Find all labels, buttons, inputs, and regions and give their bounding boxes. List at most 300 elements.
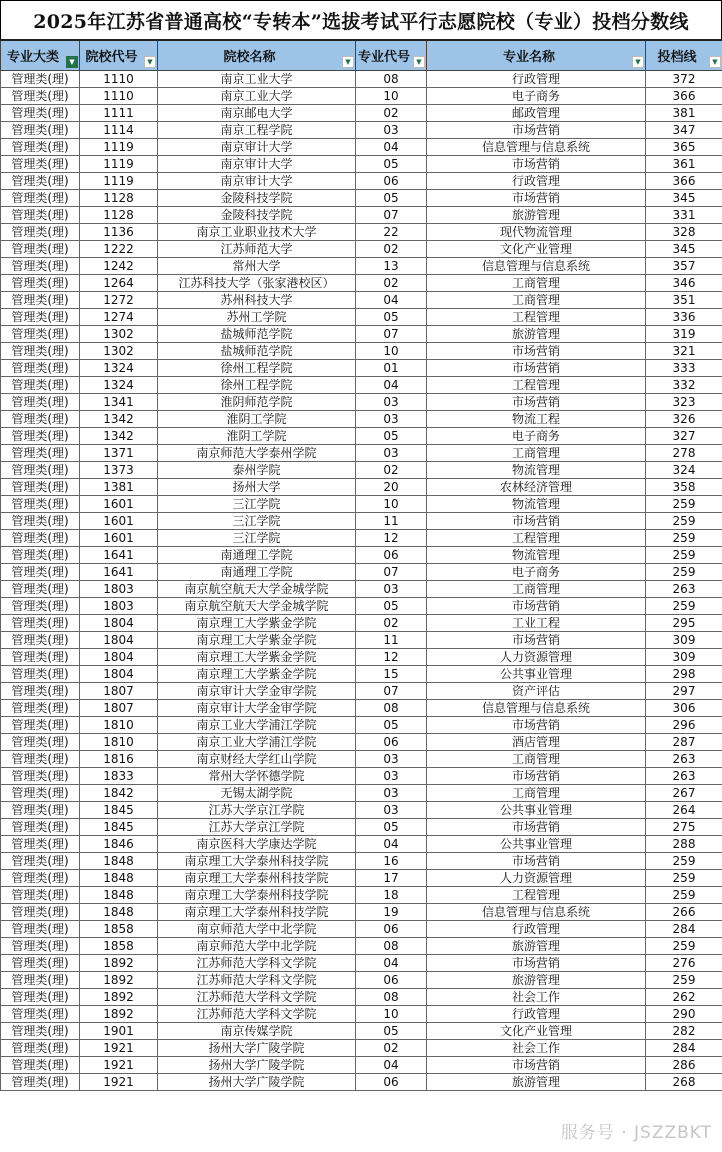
cell-score[interactable]: 346 xyxy=(646,274,722,291)
cell-school-code[interactable]: 1342 xyxy=(80,427,158,444)
cell-major-name[interactable]: 信息管理与信息系统 xyxy=(427,699,646,716)
cell-major-code[interactable]: 06 xyxy=(356,971,427,988)
cell-school-name[interactable]: 南京工业大学 xyxy=(158,87,356,104)
cell-major-code[interactable]: 04 xyxy=(356,376,427,393)
cell-score[interactable]: 347 xyxy=(646,121,722,138)
cell-score[interactable]: 372 xyxy=(646,70,722,87)
cell-category[interactable]: 管理类(理) xyxy=(1,971,80,988)
cell-major-name[interactable]: 工商管理 xyxy=(427,784,646,801)
filter-dropdown-icon[interactable]: ▼ xyxy=(413,56,425,68)
cell-major-code[interactable]: 04 xyxy=(356,835,427,852)
cell-category[interactable]: 管理类(理) xyxy=(1,70,80,87)
cell-score[interactable]: 259 xyxy=(646,512,722,529)
cell-major-name[interactable]: 市场营销 xyxy=(427,121,646,138)
cell-score[interactable]: 321 xyxy=(646,342,722,359)
cell-school-code[interactable]: 1816 xyxy=(80,750,158,767)
cell-school-code[interactable]: 1128 xyxy=(80,189,158,206)
cell-category[interactable]: 管理类(理) xyxy=(1,546,80,563)
cell-school-name[interactable]: 三江学院 xyxy=(158,495,356,512)
cell-category[interactable]: 管理类(理) xyxy=(1,682,80,699)
cell-school-name[interactable]: 徐州工程学院 xyxy=(158,376,356,393)
cell-school-code[interactable]: 1119 xyxy=(80,138,158,155)
cell-major-code[interactable]: 03 xyxy=(356,393,427,410)
cell-score[interactable]: 295 xyxy=(646,614,722,631)
cell-school-name[interactable]: 南京医科大学康达学院 xyxy=(158,835,356,852)
cell-school-name[interactable]: 江苏师范大学科文学院 xyxy=(158,954,356,971)
cell-school-code[interactable]: 1901 xyxy=(80,1022,158,1039)
cell-major-code[interactable]: 06 xyxy=(356,546,427,563)
cell-category[interactable]: 管理类(理) xyxy=(1,308,80,325)
cell-major-code[interactable]: 03 xyxy=(356,410,427,427)
cell-category[interactable]: 管理类(理) xyxy=(1,801,80,818)
cell-school-name[interactable]: 南京工业大学浦江学院 xyxy=(158,733,356,750)
cell-category[interactable]: 管理类(理) xyxy=(1,716,80,733)
cell-school-code[interactable]: 1128 xyxy=(80,206,158,223)
cell-score[interactable]: 278 xyxy=(646,444,722,461)
filter-dropdown-icon[interactable]: ▼ xyxy=(144,56,156,68)
cell-category[interactable]: 管理类(理) xyxy=(1,631,80,648)
cell-school-code[interactable]: 1371 xyxy=(80,444,158,461)
cell-school-code[interactable]: 1324 xyxy=(80,376,158,393)
cell-school-name[interactable]: 南京理工大学紫金学院 xyxy=(158,665,356,682)
cell-score[interactable]: 287 xyxy=(646,733,722,750)
cell-major-code[interactable]: 12 xyxy=(356,648,427,665)
cell-major-code[interactable]: 11 xyxy=(356,631,427,648)
cell-major-name[interactable]: 市场营销 xyxy=(427,767,646,784)
cell-school-name[interactable]: 南京审计大学金审学院 xyxy=(158,699,356,716)
cell-major-code[interactable]: 05 xyxy=(356,189,427,206)
cell-school-code[interactable]: 1110 xyxy=(80,87,158,104)
cell-major-code[interactable]: 10 xyxy=(356,87,427,104)
cell-score[interactable]: 275 xyxy=(646,818,722,835)
cell-category[interactable]: 管理类(理) xyxy=(1,648,80,665)
cell-major-code[interactable]: 02 xyxy=(356,614,427,631)
cell-category[interactable]: 管理类(理) xyxy=(1,121,80,138)
cell-major-name[interactable]: 行政管理 xyxy=(427,920,646,937)
cell-school-code[interactable]: 1858 xyxy=(80,920,158,937)
cell-major-name[interactable]: 工商管理 xyxy=(427,444,646,461)
cell-category[interactable]: 管理类(理) xyxy=(1,427,80,444)
cell-major-code[interactable]: 03 xyxy=(356,444,427,461)
cell-major-code[interactable]: 05 xyxy=(356,1022,427,1039)
cell-major-code[interactable]: 03 xyxy=(356,784,427,801)
cell-category[interactable]: 管理类(理) xyxy=(1,223,80,240)
cell-score[interactable]: 263 xyxy=(646,767,722,784)
cell-major-name[interactable]: 工商管理 xyxy=(427,274,646,291)
cell-major-code[interactable]: 02 xyxy=(356,240,427,257)
cell-category[interactable]: 管理类(理) xyxy=(1,478,80,495)
cell-major-name[interactable]: 市场营销 xyxy=(427,716,646,733)
cell-school-name[interactable]: 三江学院 xyxy=(158,529,356,546)
cell-school-name[interactable]: 南京传媒学院 xyxy=(158,1022,356,1039)
cell-major-name[interactable]: 工商管理 xyxy=(427,291,646,308)
cell-score[interactable]: 332 xyxy=(646,376,722,393)
cell-school-name[interactable]: 盐城师范学院 xyxy=(158,325,356,342)
cell-score[interactable]: 263 xyxy=(646,580,722,597)
cell-school-name[interactable]: 南京师范大学中北学院 xyxy=(158,937,356,954)
cell-major-name[interactable]: 信息管理与信息系统 xyxy=(427,903,646,920)
cell-major-name[interactable]: 旅游管理 xyxy=(427,206,646,223)
cell-major-code[interactable]: 17 xyxy=(356,869,427,886)
cell-school-code[interactable]: 1892 xyxy=(80,954,158,971)
cell-school-name[interactable]: 江苏科技大学（张家港校区） xyxy=(158,274,356,291)
cell-major-code[interactable]: 12 xyxy=(356,529,427,546)
cell-score[interactable]: 276 xyxy=(646,954,722,971)
cell-score[interactable]: 259 xyxy=(646,869,722,886)
filter-dropdown-icon[interactable]: ▼ xyxy=(709,56,721,68)
cell-school-code[interactable]: 1274 xyxy=(80,308,158,325)
cell-school-name[interactable]: 南京航空航天大学金城学院 xyxy=(158,597,356,614)
cell-school-code[interactable]: 1264 xyxy=(80,274,158,291)
cell-score[interactable]: 357 xyxy=(646,257,722,274)
cell-school-code[interactable]: 1601 xyxy=(80,529,158,546)
cell-school-name[interactable]: 苏州科技大学 xyxy=(158,291,356,308)
cell-category[interactable]: 管理类(理) xyxy=(1,512,80,529)
cell-major-code[interactable]: 15 xyxy=(356,665,427,682)
cell-school-code[interactable]: 1848 xyxy=(80,869,158,886)
cell-school-name[interactable]: 南通理工学院 xyxy=(158,546,356,563)
cell-school-name[interactable]: 南京邮电大学 xyxy=(158,104,356,121)
cell-score[interactable]: 259 xyxy=(646,937,722,954)
cell-score[interactable]: 267 xyxy=(646,784,722,801)
cell-major-name[interactable]: 工程管理 xyxy=(427,886,646,903)
cell-major-name[interactable]: 物流管理 xyxy=(427,461,646,478)
cell-major-name[interactable]: 旅游管理 xyxy=(427,1073,646,1090)
cell-school-code[interactable]: 1136 xyxy=(80,223,158,240)
cell-school-code[interactable]: 1302 xyxy=(80,325,158,342)
cell-category[interactable]: 管理类(理) xyxy=(1,529,80,546)
cell-major-name[interactable]: 市场营销 xyxy=(427,818,646,835)
cell-category[interactable]: 管理类(理) xyxy=(1,954,80,971)
cell-major-name[interactable]: 酒店管理 xyxy=(427,733,646,750)
cell-major-code[interactable]: 20 xyxy=(356,478,427,495)
cell-score[interactable]: 262 xyxy=(646,988,722,1005)
filter-active-icon[interactable]: ▼ xyxy=(66,56,78,68)
cell-score[interactable]: 259 xyxy=(646,563,722,580)
cell-major-name[interactable]: 信息管理与信息系统 xyxy=(427,257,646,274)
cell-score[interactable]: 309 xyxy=(646,631,722,648)
cell-school-code[interactable]: 1641 xyxy=(80,546,158,563)
cell-category[interactable]: 管理类(理) xyxy=(1,206,80,223)
cell-score[interactable]: 263 xyxy=(646,750,722,767)
cell-score[interactable]: 290 xyxy=(646,1005,722,1022)
cell-category[interactable]: 管理类(理) xyxy=(1,359,80,376)
cell-major-code[interactable]: 04 xyxy=(356,291,427,308)
cell-major-name[interactable]: 市场营销 xyxy=(427,631,646,648)
cell-category[interactable]: 管理类(理) xyxy=(1,665,80,682)
cell-school-code[interactable]: 1342 xyxy=(80,410,158,427)
cell-score[interactable]: 366 xyxy=(646,87,722,104)
cell-category[interactable]: 管理类(理) xyxy=(1,869,80,886)
cell-school-code[interactable]: 1341 xyxy=(80,393,158,410)
cell-school-name[interactable]: 南京理工大学紫金学院 xyxy=(158,631,356,648)
cell-category[interactable]: 管理类(理) xyxy=(1,733,80,750)
cell-school-name[interactable]: 扬州大学 xyxy=(158,478,356,495)
cell-major-name[interactable]: 文化产业管理 xyxy=(427,1022,646,1039)
cell-major-name[interactable]: 市场营销 xyxy=(427,359,646,376)
cell-major-code[interactable]: 07 xyxy=(356,325,427,342)
cell-score[interactable]: 365 xyxy=(646,138,722,155)
cell-major-code[interactable]: 05 xyxy=(356,818,427,835)
cell-score[interactable]: 282 xyxy=(646,1022,722,1039)
cell-score[interactable]: 259 xyxy=(646,971,722,988)
cell-category[interactable]: 管理类(理) xyxy=(1,699,80,716)
cell-school-name[interactable]: 盐城师范学院 xyxy=(158,342,356,359)
cell-major-name[interactable]: 资产评估 xyxy=(427,682,646,699)
cell-score[interactable]: 351 xyxy=(646,291,722,308)
cell-school-name[interactable]: 扬州大学广陵学院 xyxy=(158,1073,356,1090)
cell-category[interactable]: 管理类(理) xyxy=(1,767,80,784)
cell-school-name[interactable]: 南京工业大学浦江学院 xyxy=(158,716,356,733)
cell-school-code[interactable]: 1381 xyxy=(80,478,158,495)
cell-category[interactable]: 管理类(理) xyxy=(1,988,80,1005)
cell-major-code[interactable]: 07 xyxy=(356,563,427,580)
cell-category[interactable]: 管理类(理) xyxy=(1,87,80,104)
cell-school-name[interactable]: 江苏师范大学科文学院 xyxy=(158,988,356,1005)
cell-school-code[interactable]: 1641 xyxy=(80,563,158,580)
cell-school-name[interactable]: 淮阴工学院 xyxy=(158,427,356,444)
cell-major-code[interactable]: 11 xyxy=(356,512,427,529)
cell-major-code[interactable]: 04 xyxy=(356,1056,427,1073)
cell-major-name[interactable]: 社会工作 xyxy=(427,988,646,1005)
cell-major-code[interactable]: 02 xyxy=(356,1039,427,1056)
cell-school-name[interactable]: 南通理工学院 xyxy=(158,563,356,580)
cell-major-code[interactable]: 10 xyxy=(356,342,427,359)
cell-school-code[interactable]: 1242 xyxy=(80,257,158,274)
cell-category[interactable]: 管理类(理) xyxy=(1,852,80,869)
cell-major-code[interactable]: 05 xyxy=(356,155,427,172)
cell-score[interactable]: 259 xyxy=(646,852,722,869)
cell-major-name[interactable]: 电子商务 xyxy=(427,427,646,444)
cell-major-code[interactable]: 05 xyxy=(356,308,427,325)
cell-score[interactable]: 345 xyxy=(646,240,722,257)
cell-score[interactable]: 358 xyxy=(646,478,722,495)
cell-school-name[interactable]: 江苏师范大学 xyxy=(158,240,356,257)
cell-major-code[interactable]: 06 xyxy=(356,920,427,937)
cell-score[interactable]: 259 xyxy=(646,529,722,546)
cell-school-name[interactable]: 南京审计大学 xyxy=(158,155,356,172)
cell-school-code[interactable]: 1892 xyxy=(80,971,158,988)
cell-major-name[interactable]: 信息管理与信息系统 xyxy=(427,138,646,155)
cell-school-code[interactable]: 1892 xyxy=(80,1005,158,1022)
cell-school-name[interactable]: 南京工业职业技术大学 xyxy=(158,223,356,240)
cell-major-code[interactable]: 01 xyxy=(356,359,427,376)
cell-major-code[interactable]: 02 xyxy=(356,461,427,478)
cell-school-code[interactable]: 1921 xyxy=(80,1056,158,1073)
cell-school-code[interactable]: 1810 xyxy=(80,733,158,750)
cell-major-code[interactable]: 03 xyxy=(356,750,427,767)
cell-major-name[interactable]: 行政管理 xyxy=(427,70,646,87)
cell-major-name[interactable]: 市场营销 xyxy=(427,512,646,529)
cell-category[interactable]: 管理类(理) xyxy=(1,920,80,937)
cell-school-name[interactable]: 扬州大学广陵学院 xyxy=(158,1056,356,1073)
cell-school-code[interactable]: 1119 xyxy=(80,155,158,172)
cell-score[interactable]: 259 xyxy=(646,546,722,563)
cell-category[interactable]: 管理类(理) xyxy=(1,274,80,291)
cell-school-code[interactable]: 1892 xyxy=(80,988,158,1005)
cell-category[interactable]: 管理类(理) xyxy=(1,291,80,308)
cell-major-name[interactable]: 市场营销 xyxy=(427,189,646,206)
cell-score[interactable]: 259 xyxy=(646,886,722,903)
cell-major-name[interactable]: 市场营销 xyxy=(427,954,646,971)
cell-school-name[interactable]: 江苏师范大学科文学院 xyxy=(158,1005,356,1022)
cell-major-code[interactable]: 05 xyxy=(356,716,427,733)
cell-major-code[interactable]: 13 xyxy=(356,257,427,274)
cell-major-name[interactable]: 工程管理 xyxy=(427,308,646,325)
cell-category[interactable]: 管理类(理) xyxy=(1,376,80,393)
cell-school-name[interactable]: 金陵科技学院 xyxy=(158,206,356,223)
cell-school-code[interactable]: 1110 xyxy=(80,70,158,87)
cell-category[interactable]: 管理类(理) xyxy=(1,563,80,580)
cell-major-code[interactable]: 10 xyxy=(356,1005,427,1022)
cell-score[interactable]: 331 xyxy=(646,206,722,223)
cell-major-code[interactable]: 08 xyxy=(356,699,427,716)
cell-category[interactable]: 管理类(理) xyxy=(1,257,80,274)
cell-major-code[interactable]: 02 xyxy=(356,104,427,121)
cell-major-code[interactable]: 16 xyxy=(356,852,427,869)
cell-category[interactable]: 管理类(理) xyxy=(1,937,80,954)
cell-category[interactable]: 管理类(理) xyxy=(1,580,80,597)
cell-school-code[interactable]: 1848 xyxy=(80,852,158,869)
cell-school-name[interactable]: 南京审计大学金审学院 xyxy=(158,682,356,699)
cell-major-code[interactable]: 02 xyxy=(356,274,427,291)
cell-school-name[interactable]: 南京理工大学泰州科技学院 xyxy=(158,886,356,903)
cell-category[interactable]: 管理类(理) xyxy=(1,1039,80,1056)
cell-major-name[interactable]: 电子商务 xyxy=(427,563,646,580)
cell-score[interactable]: 324 xyxy=(646,461,722,478)
cell-category[interactable]: 管理类(理) xyxy=(1,172,80,189)
cell-category[interactable]: 管理类(理) xyxy=(1,104,80,121)
cell-school-name[interactable]: 江苏师范大学科文学院 xyxy=(158,971,356,988)
cell-school-name[interactable]: 南京理工大学泰州科技学院 xyxy=(158,903,356,920)
cell-category[interactable]: 管理类(理) xyxy=(1,495,80,512)
cell-school-code[interactable]: 1272 xyxy=(80,291,158,308)
cell-category[interactable]: 管理类(理) xyxy=(1,155,80,172)
cell-school-code[interactable]: 1858 xyxy=(80,937,158,954)
cell-score[interactable]: 336 xyxy=(646,308,722,325)
cell-major-name[interactable]: 市场营销 xyxy=(427,155,646,172)
cell-score[interactable]: 328 xyxy=(646,223,722,240)
cell-school-name[interactable]: 江苏大学京江学院 xyxy=(158,818,356,835)
cell-major-code[interactable]: 10 xyxy=(356,495,427,512)
cell-major-name[interactable]: 物流管理 xyxy=(427,495,646,512)
cell-school-code[interactable]: 1803 xyxy=(80,580,158,597)
cell-category[interactable]: 管理类(理) xyxy=(1,410,80,427)
cell-school-code[interactable]: 1373 xyxy=(80,461,158,478)
cell-major-name[interactable]: 工商管理 xyxy=(427,750,646,767)
cell-score[interactable]: 259 xyxy=(646,597,722,614)
cell-score[interactable]: 327 xyxy=(646,427,722,444)
cell-major-name[interactable]: 市场营销 xyxy=(427,597,646,614)
cell-score[interactable]: 264 xyxy=(646,801,722,818)
cell-school-name[interactable]: 常州大学怀德学院 xyxy=(158,767,356,784)
cell-major-name[interactable]: 公共事业管理 xyxy=(427,835,646,852)
cell-major-name[interactable]: 工业工程 xyxy=(427,614,646,631)
cell-school-name[interactable]: 南京工程学院 xyxy=(158,121,356,138)
cell-major-name[interactable]: 农林经济管理 xyxy=(427,478,646,495)
cell-score[interactable]: 319 xyxy=(646,325,722,342)
cell-school-name[interactable]: 泰州学院 xyxy=(158,461,356,478)
cell-score[interactable]: 326 xyxy=(646,410,722,427)
cell-score[interactable]: 366 xyxy=(646,172,722,189)
cell-school-name[interactable]: 苏州工学院 xyxy=(158,308,356,325)
cell-major-name[interactable]: 工程管理 xyxy=(427,529,646,546)
cell-school-name[interactable]: 淮阴工学院 xyxy=(158,410,356,427)
cell-major-name[interactable]: 旅游管理 xyxy=(427,971,646,988)
cell-school-name[interactable]: 南京师范大学中北学院 xyxy=(158,920,356,937)
cell-score[interactable]: 259 xyxy=(646,495,722,512)
cell-category[interactable]: 管理类(理) xyxy=(1,393,80,410)
cell-school-code[interactable]: 1842 xyxy=(80,784,158,801)
cell-school-code[interactable]: 1846 xyxy=(80,835,158,852)
cell-category[interactable]: 管理类(理) xyxy=(1,903,80,920)
cell-major-code[interactable]: 18 xyxy=(356,886,427,903)
cell-major-code[interactable]: 06 xyxy=(356,1073,427,1090)
cell-major-code[interactable]: 07 xyxy=(356,682,427,699)
cell-school-name[interactable]: 南京理工大学紫金学院 xyxy=(158,614,356,631)
cell-major-code[interactable]: 04 xyxy=(356,138,427,155)
cell-major-code[interactable]: 05 xyxy=(356,427,427,444)
cell-category[interactable]: 管理类(理) xyxy=(1,461,80,478)
cell-category[interactable]: 管理类(理) xyxy=(1,189,80,206)
cell-school-name[interactable]: 南京财经大学红山学院 xyxy=(158,750,356,767)
cell-major-code[interactable]: 22 xyxy=(356,223,427,240)
cell-score[interactable]: 381 xyxy=(646,104,722,121)
cell-school-code[interactable]: 1807 xyxy=(80,699,158,716)
cell-school-code[interactable]: 1804 xyxy=(80,665,158,682)
cell-major-code[interactable]: 08 xyxy=(356,988,427,1005)
cell-school-code[interactable]: 1810 xyxy=(80,716,158,733)
cell-category[interactable]: 管理类(理) xyxy=(1,886,80,903)
cell-school-code[interactable]: 1921 xyxy=(80,1039,158,1056)
cell-score[interactable]: 309 xyxy=(646,648,722,665)
cell-major-name[interactable]: 行政管理 xyxy=(427,1005,646,1022)
cell-major-name[interactable]: 邮政管理 xyxy=(427,104,646,121)
cell-school-name[interactable]: 扬州大学广陵学院 xyxy=(158,1039,356,1056)
cell-school-code[interactable]: 1119 xyxy=(80,172,158,189)
cell-category[interactable]: 管理类(理) xyxy=(1,750,80,767)
cell-major-name[interactable]: 工商管理 xyxy=(427,580,646,597)
cell-school-code[interactable]: 1807 xyxy=(80,682,158,699)
cell-school-name[interactable]: 徐州工程学院 xyxy=(158,359,356,376)
cell-school-name[interactable]: 无锡太湖学院 xyxy=(158,784,356,801)
cell-school-code[interactable]: 1848 xyxy=(80,886,158,903)
cell-category[interactable]: 管理类(理) xyxy=(1,835,80,852)
cell-category[interactable]: 管理类(理) xyxy=(1,1005,80,1022)
cell-major-name[interactable]: 人力资源管理 xyxy=(427,648,646,665)
cell-school-code[interactable]: 1804 xyxy=(80,648,158,665)
filter-dropdown-icon[interactable]: ▼ xyxy=(632,56,644,68)
cell-school-name[interactable]: 南京审计大学 xyxy=(158,172,356,189)
cell-major-name[interactable]: 市场营销 xyxy=(427,342,646,359)
cell-score[interactable]: 306 xyxy=(646,699,722,716)
cell-major-name[interactable]: 物流工程 xyxy=(427,410,646,427)
cell-category[interactable]: 管理类(理) xyxy=(1,240,80,257)
cell-score[interactable]: 284 xyxy=(646,1039,722,1056)
cell-score[interactable]: 345 xyxy=(646,189,722,206)
cell-major-name[interactable]: 现代物流管理 xyxy=(427,223,646,240)
cell-school-code[interactable]: 1601 xyxy=(80,512,158,529)
cell-score[interactable]: 286 xyxy=(646,1056,722,1073)
cell-major-code[interactable]: 05 xyxy=(356,597,427,614)
cell-major-name[interactable]: 旅游管理 xyxy=(427,325,646,342)
cell-school-name[interactable]: 常州大学 xyxy=(158,257,356,274)
cell-school-name[interactable]: 南京审计大学 xyxy=(158,138,356,155)
cell-major-code[interactable]: 07 xyxy=(356,206,427,223)
cell-major-code[interactable]: 06 xyxy=(356,733,427,750)
cell-school-code[interactable]: 1804 xyxy=(80,614,158,631)
cell-school-code[interactable]: 1114 xyxy=(80,121,158,138)
